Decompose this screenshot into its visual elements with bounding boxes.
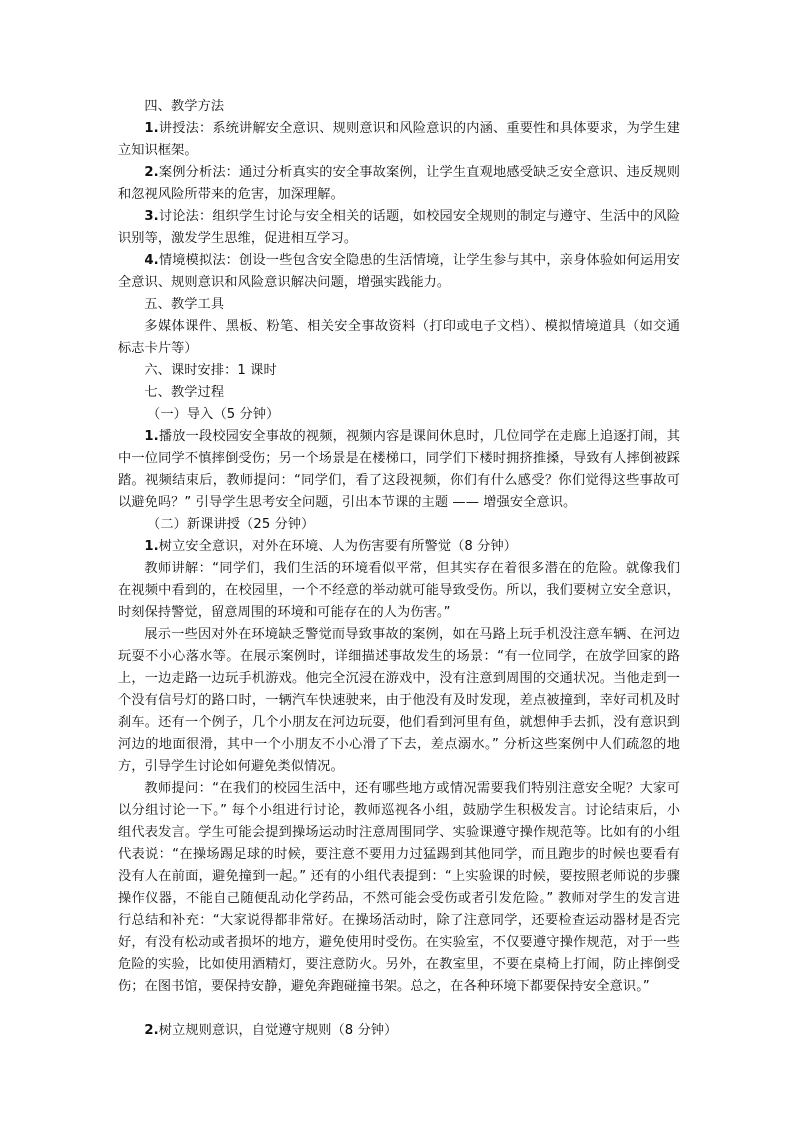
section-heading-methods: 四、教学方法 [144, 99, 225, 114]
item-text: 播放一段校园安全事故的视频，视频内容是课间休息时，几位同学在走廊上追逐打闹，其中一位同学不慎摔倒受伤；另一个场景是在楼梯口，同学们下楼时拥挤推搡，导致有人摔倒被踩踏。视频结束后，教师提问：“同学们，看了这段视频，你们有什么感受？你们觉得这些事故可以避免吗？” 引导学生思考安全问题，引出本节课的主题 —— 增强安全意识。 [118, 429, 680, 510]
method-item-case-analysis [118, 162, 680, 206]
item-number: 2. [144, 1023, 159, 1038]
lesson-item-rule-awareness [118, 1020, 680, 1042]
method-item-simulation [118, 250, 680, 294]
subsection-heading-new-lesson: （二）新课讲授（25 分钟） [147, 517, 315, 532]
tools-paragraph: 多媒体课件、黑板、粉笔、相关安全事故资料（打印或电子文档）、模拟情境道具（如交通标志卡片等） [118, 319, 680, 356]
item-text: 树立安全意识，对外在环境、人为伤害要有所警觉（8 分钟） [158, 539, 518, 554]
item-number: 1. [144, 121, 159, 136]
item-number: 2. [144, 165, 159, 180]
intro-item [118, 426, 680, 514]
teacher-explanation-paragraph: 教师讲解：“同学们，我们生活的环境看似平常，但其实存在着很多潜在的危险。就像我们在视频中看到的，在校园里，一个不经意的举动就可能导致受伤。所以，我们要树立安全意识，时刻保持警觉，留意周围的环境和可能存在的人为伤害。” [118, 561, 680, 620]
section-heading-schedule: 六、课时安排：1 课时 [144, 363, 277, 378]
method-item-lecture [118, 118, 680, 162]
lesson-item-safety-awareness [118, 536, 680, 558]
document-page [118, 96, 680, 1042]
method-item-discussion [118, 206, 680, 250]
section-heading-tools: 五、教学工具 [144, 297, 225, 312]
item-number: 4. [144, 253, 159, 268]
paragraph-gap [118, 998, 680, 1020]
item-text: 案例分析法：通过分析真实的安全事故案例，让学生直观地感受缺乏安全意识、违反规则和忽视风险所带来的危害，加深理解。 [118, 165, 680, 202]
item-text: 讲授法：系统讲解安全意识、规则意识和风险意识的内涵、重要性和具体要求，为学生建立知识框架。 [118, 121, 680, 158]
item-number: 1. [144, 539, 159, 554]
subsection-heading-intro: （一）导入（5 分钟） [147, 407, 280, 422]
item-text: 情境模拟法：创设一些包含安全隐患的生活情境，让学生参与其中，亲身体验如何运用安全意识、规则意识和风险意识解决问题，增强实践能力。 [118, 253, 680, 290]
teacher-question-paragraph: 教师提问：“在我们的校园生活中，还有哪些地方或情况需要我们特别注意安全呢？大家可以分组讨论一下。” 每个小组进行讨论，教师巡视各小组，鼓励学生积极发言。讨论结束后，小组代表发言。学生可能会提到操场运动时注意周围同学、实验课遵守操作规范等。比如有的小组代表说：“在操场踢足球的时候，要注意不要用力过猛踢到其他同学，而且跑步的时候也要看有没有人在前面，避免撞到一起。” 还有的小组代表提到：“上实验课的时候，要按照老师说的步骤操作仪器，不能自己随便乱动化学药品，不然可能会受伤或者引发危险。” 教师对学生的发言进行总结和补充：“大家说得都非常好。在操场活动时，除了注意同学，还要检查运动器材是否完好，有没有松动或者损坏的地方，避免使用时受伤。在实验室，不仅要遵守操作规范，对于一些危险的实验，比如使用酒精灯，要注意防火。另外，在教室里，不要在桌椅上打闹，防止摔倒受伤；在图书馆，要保持安静，避免奔跑碰撞书架。总之，在各种环境下都要保持安全意识。” [118, 781, 680, 994]
item-text: 树立规则意识，自觉遵守规则（8 分钟） [158, 1023, 398, 1038]
item-number: 1. [144, 429, 159, 444]
item-number: 3. [144, 209, 159, 224]
case-display-paragraph: 展示一些因对外在环境缺乏警觉而导致事故的案例，如在马路上玩手机没注意车辆、在河边玩耍不小心落水等。在展示案例时，详细描述事故发生的场景：“有一位同学，在放学回家的路上，一边走路一边玩手机游戏。他完全沉浸在游戏中，没有注意到周围的交通状况。当他走到一个没有信号灯的路口时，一辆汽车快速驶来，由于他没有及时发现，差点被撞到，幸好司机及时刹车。还有一个例子，几个小朋友在河边玩耍，他们看到河里有鱼，就想伸手去抓，没有意识到河边的地面很滑，其中一个小朋友不小心滑了下去，差点溺水。” 分析这些案例中人们疏忽的地方，引导学生讨论如何避免类似情况。 [118, 627, 680, 774]
item-text: 讨论法：组织学生讨论与安全相关的话题，如校园安全规则的制定与遵守、生活中的风险识别等，激发学生思维，促进相互学习。 [118, 209, 680, 246]
section-heading-process: 七、教学过程 [144, 385, 225, 400]
